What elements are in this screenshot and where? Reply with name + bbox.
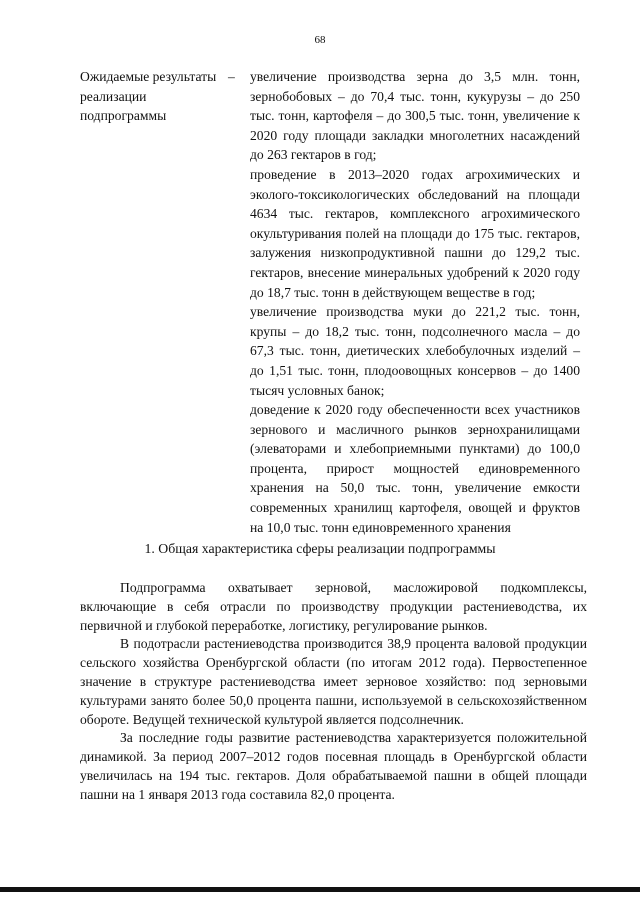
expected-result-item: увеличение производства муки до 221,2 тыс. тонн, крупы – до 18,2 тыс. тонн, подсолнечного масла – до 67,3 тыс. тонн, диетических хлебобулочных изделий – до 1,51 тыс. тонн, плодоовощных консервов – до 1400 тысяч условных банок; xyxy=(250,304,580,398)
expected-result-item: увеличение производства зерна до 3,5 млн. тонн, зернобобовых – до 70,4 тыс. тонн, кукурузы – до 250 тыс. тонн, картофеля – до 300,5 тыс. тонн, увеличение к 2020 году площади закладки многолетних насаждений до 263 гектаров в год; xyxy=(250,69,580,163)
expected-results-list xyxy=(250,67,580,537)
body-paragraph: В подотрасли растениеводства производится 38,9 процента валовой продукции сельского хозяйства Оренбургской области (по итогам 2012 года). Первостепенное значение в структуре растениеводства имеет зерновое хозяйство: под зерновыми культурами занято более 50,0 процента пашни, используемой в сельскохозяйственном обороте. Ведущей технической культурой является подсолнечник. xyxy=(80,636,587,727)
expected-results-label: Ожидаемые результаты реализации подпрограммы xyxy=(80,69,217,124)
section-heading: 1. Общая характеристика сферы реализации подпрограммы xyxy=(144,541,496,556)
section-body xyxy=(80,579,587,805)
body-paragraph: За последние годы развитие растениеводства характеризуется положительной динамикой. За период 2007–2012 годов посевная площадь в Оренбургской области увеличилась на 194 тыс. гектаров. Доля обрабатываемой пашни в общей площади пашни на 1 января 2013 года составила 82,0 процента. xyxy=(80,730,587,802)
body-paragraph: Подпрограмма охватывает зерновой, масложировой подкомплексы, включающие в себя отрасли по производству продукции растениеводства, их первичной и глубокой переработке, логистику, регулирование рынков. xyxy=(80,580,587,633)
page-number: 68 xyxy=(314,34,326,46)
expected-results-dash: – xyxy=(228,69,235,84)
expected-result-item: доведение к 2020 году обеспеченности всех участников зернового и масличного рынков зернохранилищами (элеваторами и хлебоприемными пунктами) до 100,0 процента, прирост мощностей единовременного хранения на 50,0 тыс. тонн, увеличение емкости современных хранилищ картофеля, овощей и фруктов на 10,0 тыс. тонн единовременного хранения xyxy=(250,402,580,535)
bottom-scan-border xyxy=(0,887,640,892)
expected-result-item: проведение в 2013–2020 годах агрохимических и эколого-токсикологических обследований на площади 4634 тыс. гектаров, комплексного агрохимического окультуривания полей на площади до 175 тыс. гектаров, залужения низкопродуктивной пашни до 129,2 тыс. гектаров, внесение минеральных удобрений к 2020 году до 18,7 тыс. тонн в действующем веществе в год; xyxy=(250,166,580,300)
